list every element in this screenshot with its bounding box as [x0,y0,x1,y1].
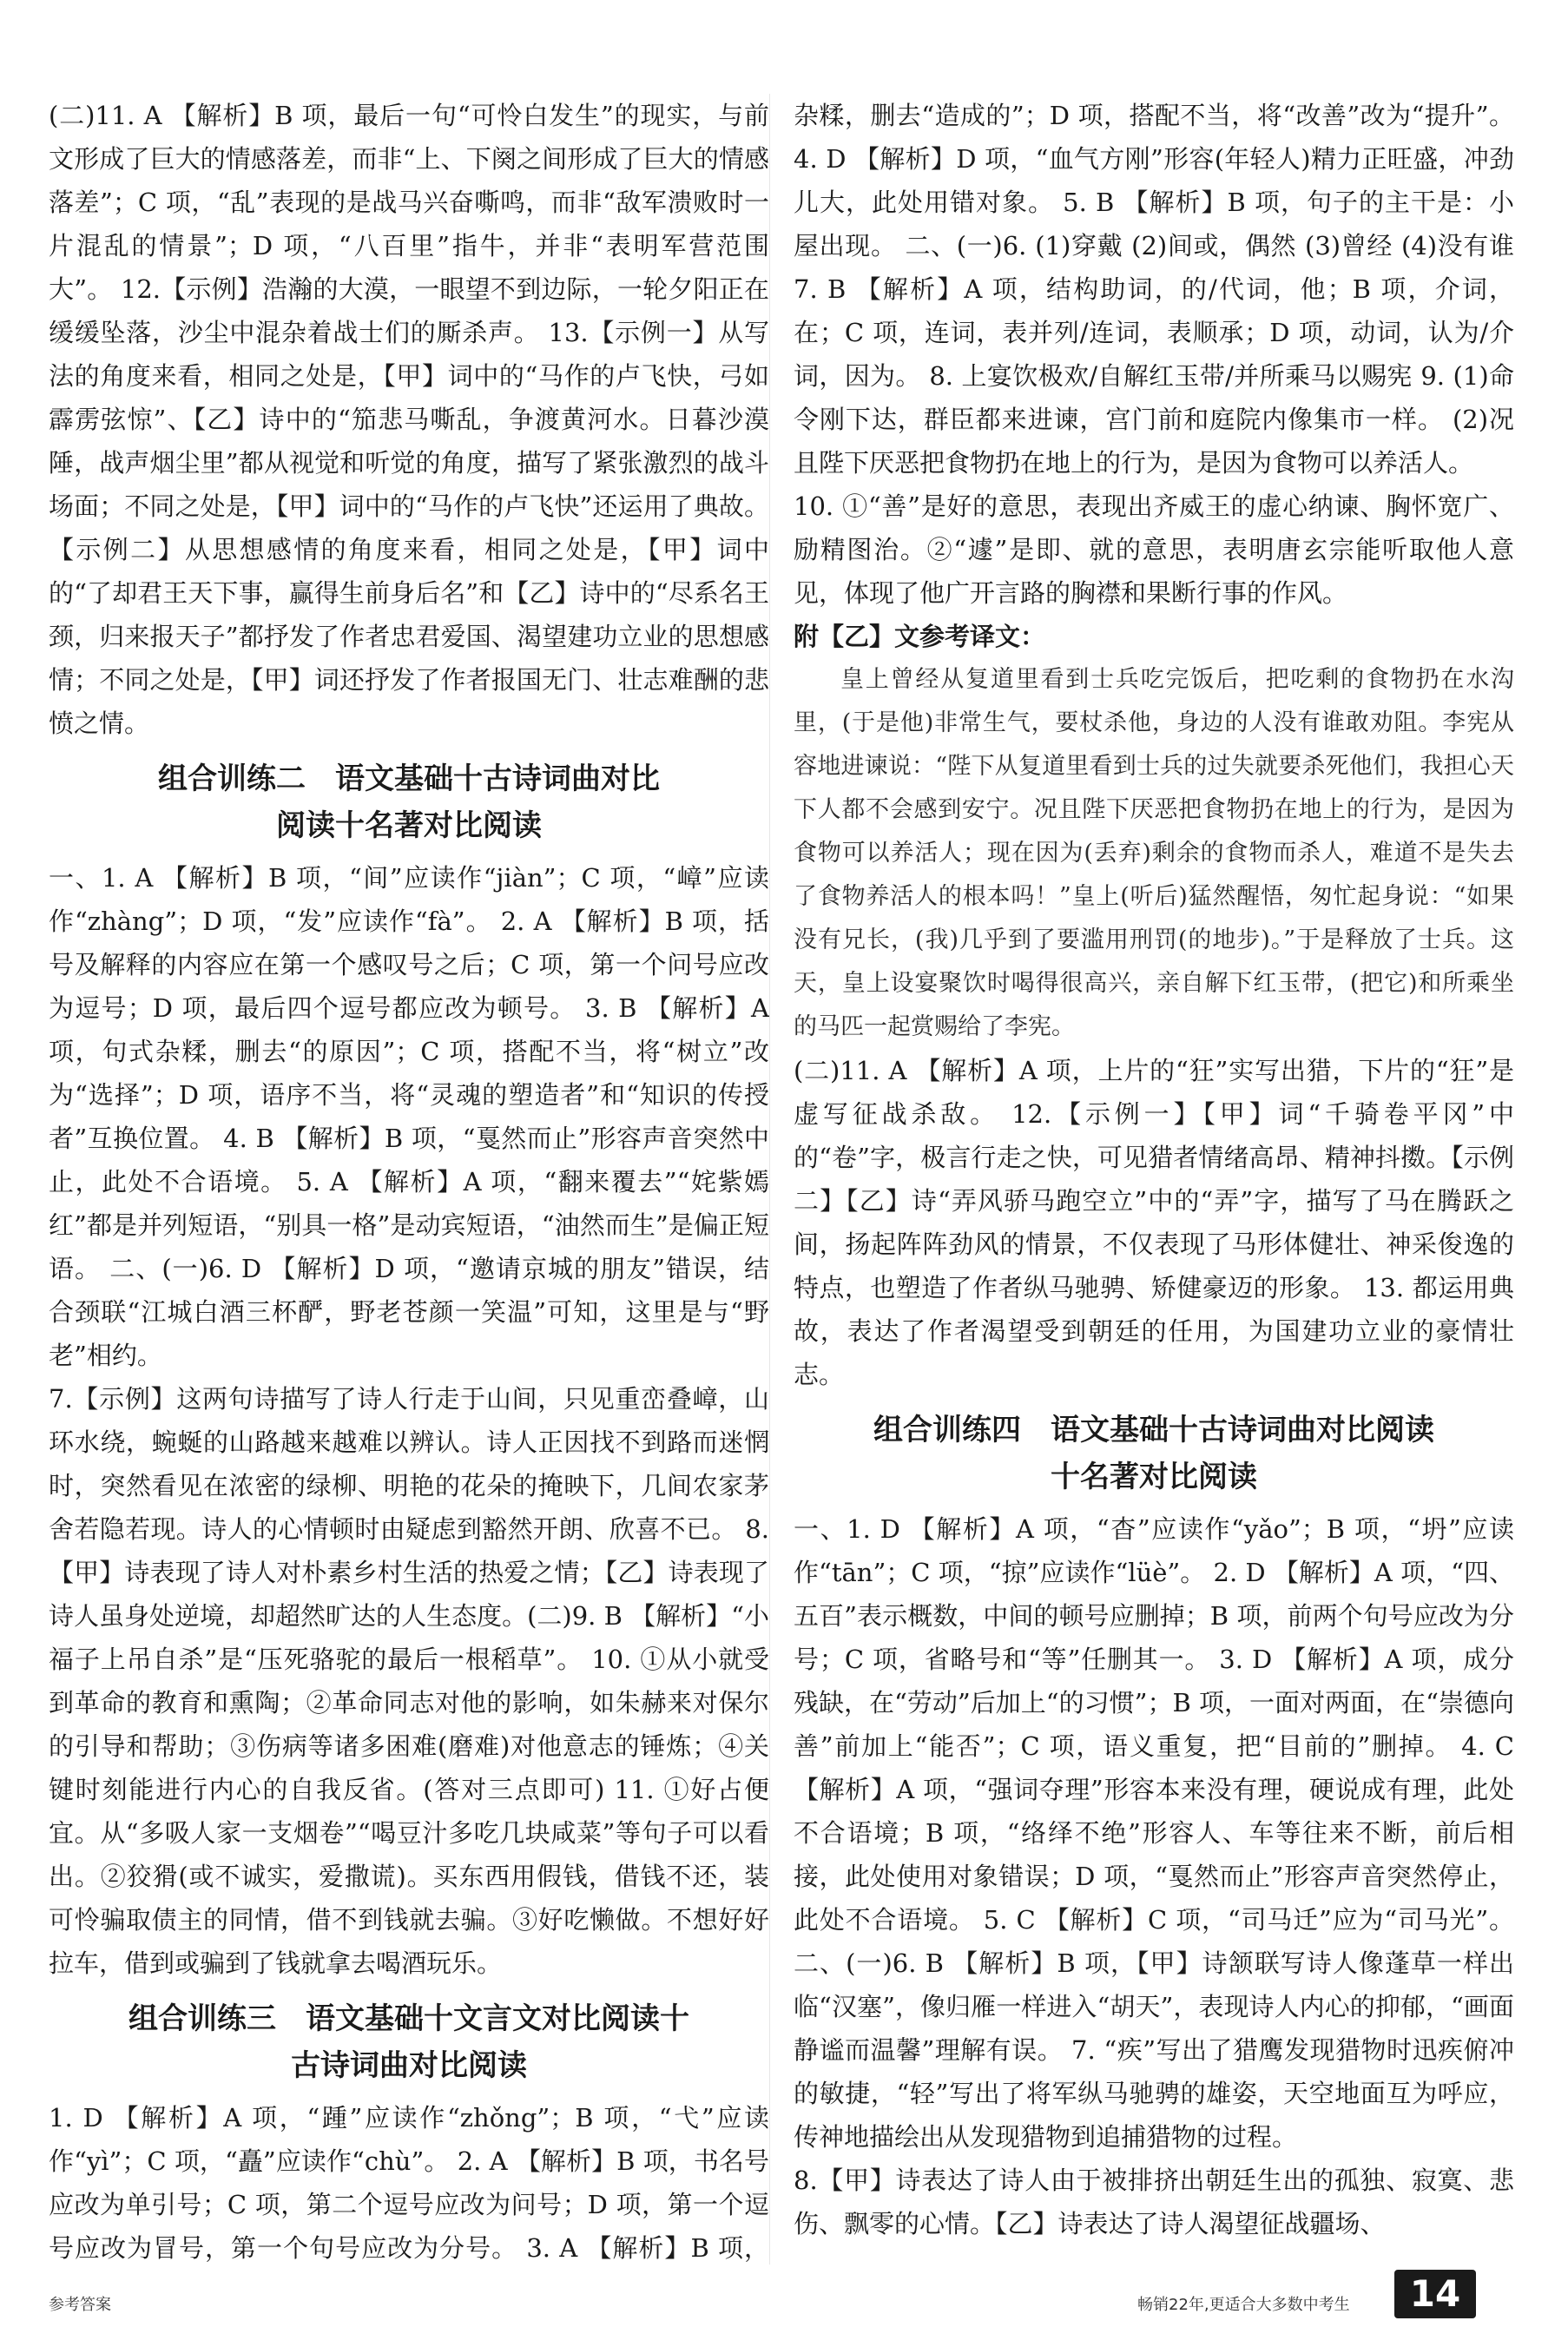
translation-block [794,658,1514,1049]
section-heading [794,1407,1514,1500]
answer-paragraph: 1. D 【解析】A 项，“踵”应读作“zhǒng”；B 项，“弋”应读作“yì”；C 项，“矗”应读作“chù”。 2. A 【解析】B 项，书名号应改为单引号；C 项，第二个逗号应改为问号；D 项，第一个逗号应改为冒号，第一个句号应改为分号。 3. A 【解析】B 项， [49,2103,769,2263]
left-column [49,94,769,2265]
section-heading-line: 组合训练四 语文基础十古诗词曲对比阅读 [873,1413,1434,1447]
section-heading-line: 组合训练三 语文基础十文言文对比阅读十 [128,2001,689,2036]
section-heading [49,755,769,849]
answer-paragraph: 一、1. D 【解析】A 项，“杳”应读作“yǎo”；B 项，“坍”应读作“tān”；C 项，“掠”应读作“lüè”。 2. D 【解析】A 项，“四、五百”表示概数，中间的顿号应删掉；B 项，前两个句号应改为分号；C 项，省略号和“等”任删其一。 3. D 【解析】A 项，成分残缺，在“劳动”后加上“的习惯”；B 项，一面对两面，在“崇德向善”前加上“能否”；C 项，语义重复，把“目前的”删掉。 4. C 【解析】A 项，“强词夺理”形容本来没有理，硬说成有理，此处不合语境；B 项，“络绎不绝”形容人、车等往来不断，前后相接，此处使用对象错误；D 项，“戛然而止”形容声音突然停止，此处不合语境。 5. C 【解析】C 项，“司马迁”应为“司马光”。 二、(一)6. B 【解析】B 项，【甲】诗颔联写诗人像蓬草一样出临“汉塞”，像归雁一样进入“胡天”，表现诗人内心的抑郁，“画面静谧而温馨”理解有误。 7. “疾”写出了猎鹰发现猎物时迅疾俯冲的敏捷，“轻”写出了将军纵马驰骋的雄姿，天空地面互为呼应，传神地描绘出从发现猎物到追捕猎物的过程。 [794,1514,1514,2152]
section-heading-line: 组合训练二 语文基础十古诗词曲对比 [158,761,660,796]
appendix-title: 附【乙】文参考译文： [794,622,1046,651]
answer-paragraph: 杂糅，删去“造成的”；D 项，搭配不当，将“改善”改为“提升”。 4. D 【解析】D 项，“血气方刚”形容(年轻人)精力正旺盛，冲劲儿大，此处用错对象。 5. B 【解析】B 项，句子的主干是：小屋出现。 二、(一)6. (1)穿戴 (2)间或，偶然 (3)曾经 (4)没有谁 7. B 【解析】A 项，结构助词，的/代词，他；B 项，介词，在；C 项，连词，表并列/连词，表顺承；D 项，动词，认为/介词，因为。 8. 上宴饮极欢/自解红玉带/并所乘马以赐宪 9. (1)命令刚下达，群臣都来进谏，宫门前和庭院内像集市一样。 (2)况且陛下厌恶把食物扔在地上的行为，是因为食物可以养活人。 [794,101,1514,478]
answer-paragraph: 7.【示例】这两句诗描写了诗人行走于山间，只见重峦叠嶂，山环水绕，蜿蜒的山路越来越难以辨认。诗人正因找不到路而迷惘时，突然看见在浓密的绿柳、明艳的花朵的掩映下，几间农家茅舍若隐若现。诗人的心情顿时由疑虑到豁然开朗、欣喜不已。 8.【甲】诗表现了诗人对朴素乡村生活的热爱之情；【乙】诗表现了诗人虽身处逆境，却超然旷达的人生态度。(二)9. B 【解析】“小福子上吊自杀”是“压死骆驼的最后一根稻草”。 10. ①从小就受到革命的教育和熏陶；②革命同志对他的影响，如朱赫来对保尔的引导和帮助；③伤病等诸多困难(磨难)对他意志的锤炼；④关键时刻能进行内心的自我反省。(答对三点即可) 11. ①好占便宜。从“多吸人家一支烟卷”“喝豆汁多吃几块咸菜”等句子可以看出。②狡猾(或不诚实，爱撒谎)。买东西用假钱，借钱不还，装可怜骗取债主的同情，借不到钱就去骗。③好吃懒做。不想好好拉车，借到或骗到了钱就拿去喝酒玩乐。 [49,1384,769,1978]
footer-label: 参考答案 [49,2296,111,2314]
section-heading-line: 阅读十名著对比阅读 [276,808,542,843]
answer-paragraph: 一、1. A 【解析】B 项，“间”应读作“jiàn”；C 项，“嶂”应读作“zhàng”；D 项，“发”应读作“fà”。 2. A 【解析】B 项，括号及解释的内容应在第一个感叹号之后；C 项，第一个问号应改为逗号；D 项，最后四个逗号都应改为顿号。 3. B 【解析】A 项，句式杂糅，删去“的原因”；C 项，搭配不当，将“树立”改为“选择”；D 项，语序不当，将“灵魂的塑造者”和“知识的传授者”互换位置。 4. B 【解析】B 项，“戛然而止”形容声音突然中止，此处不合语境。 5. A 【解析】A 项，“翻来覆去”“姹紫嫣红”都是并列短语，“别具一格”是动宾短语，“油然而生”是偏正短语。 二、(一)6. D 【解析】D 项，“邀请京城的朋友”错误，结合颈联“江城白酒三杯酽，野老苍颜一笑温”可知，这里是与“野老”相约。 [49,863,769,1370]
section-heading-line: 古诗词曲对比阅读 [291,2048,527,2083]
section-heading-line: 十名著对比阅读 [1051,1460,1257,1494]
column-divider [769,94,770,2265]
right-column [794,94,1514,2265]
translation-text: 皇上曾经从复道里看到士兵吃完饭后，把吃剩的食物扔在水沟里，(于是他)非常生气，要杖杀他，身边的人没有谁敢劝阻。李宪从容地进谏说：“陛下从复道里看到士兵的过失就要杀死他们，我担心天下人都不会感到安宁。况且陛下厌恶把食物扔在地上的行为，是因为食物可以养活人；现在因为(丢弃)剩余的食物而杀人，难道不是失去了食物养活人的根本吗！”皇上(听后)猛然醒悟，匆忙起身说：“如果没有兄长，(我)几乎到了要滥用刑罚(的地步)。”于是释放了士兵。这天，皇上设宴聚饮时喝得很高兴，亲自解下红玉带，(把它)和所乘坐的马匹一起赏赐给了李宪。 [794,666,1514,1040]
footer-slogan: 畅销22年,更适合大多数中考生 [1137,2296,1350,2314]
section-heading [49,1995,769,2089]
page-number: 14 [1394,2270,1476,2318]
answer-paragraph: (二)11. A 【解析】B 项，最后一句“可怜白发生”的现实，与前文形成了巨大的情感落差，而非“上、下阕之间形成了巨大的情感落差”；C 项，“乱”表现的是战马兴奋嘶鸣，而非“敌军溃败时一片混乱的情景”；D 项，“八百里”指牛，并非“表明军营范围大”。 12.【示例】浩瀚的大漠，一眼望不到边际，一轮夕阳正在缓缓坠落，沙尘中混杂着战士们的厮杀声。 13.【示例一】从写法的角度来看，相同之处是，【甲】词中的“马作的卢飞快，弓如霹雳弦惊”、【乙】诗中的“笳悲马嘶乱，争渡黄河水。日暮沙漠陲，战声烟尘里”都从视觉和听觉的角度，描写了紧张激烈的战斗场面；不同之处是，【甲】词中的“马作的卢飞快”还运用了典故。【示例二】从思想感情的角度来看，相同之处是，【甲】词中的“了却君王天下事，赢得生前身后名”和【乙】诗中的“尽系名王颈，归来报天子”都抒发了作者忠君爱国、渴望建功立业的思想感情；不同之处是，【甲】词还抒发了作者报国无门、壮志难酬的悲愤之情。 [49,101,769,738]
answer-paragraph: 10. ①“善”是好的意思，表现出齐威王的虚心纳谏、胸怀宽广、励精图治。②“遽”是即、就的意思，表明唐玄宗能听取他人意见，体现了他广开言路的胸襟和果断行事的作风。 [794,491,1514,608]
answer-paragraph: (二)11. A 【解析】A 项，上片的“狂”实写出猎，下片的“狂”是虚写征战杀敌。 12.【示例一】【甲】词“千骑卷平冈”中的“卷”字，极言行走之快，可见猎者情绪高昂、精神抖擞。【示例二】【乙】诗“弄风骄马跑空立”中的“弄”字，描写了马在腾跃之间，扬起阵阵劲风的情景，不仅表现了马形体健壮、神采俊逸的特点，也塑造了作者纵马驰骋、矫健豪迈的形象。 13. 都运用典故，表达了作者渴望受到朝廷的任用，为国建功立业的豪情壮志。 [794,1056,1514,1389]
answer-paragraph: 8.【甲】诗表达了诗人由于被排挤出朝廷生出的孤独、寂寞、悲伤、飘零的心情。【乙】诗表达了诗人渴望征战疆场、 [794,2166,1514,2238]
